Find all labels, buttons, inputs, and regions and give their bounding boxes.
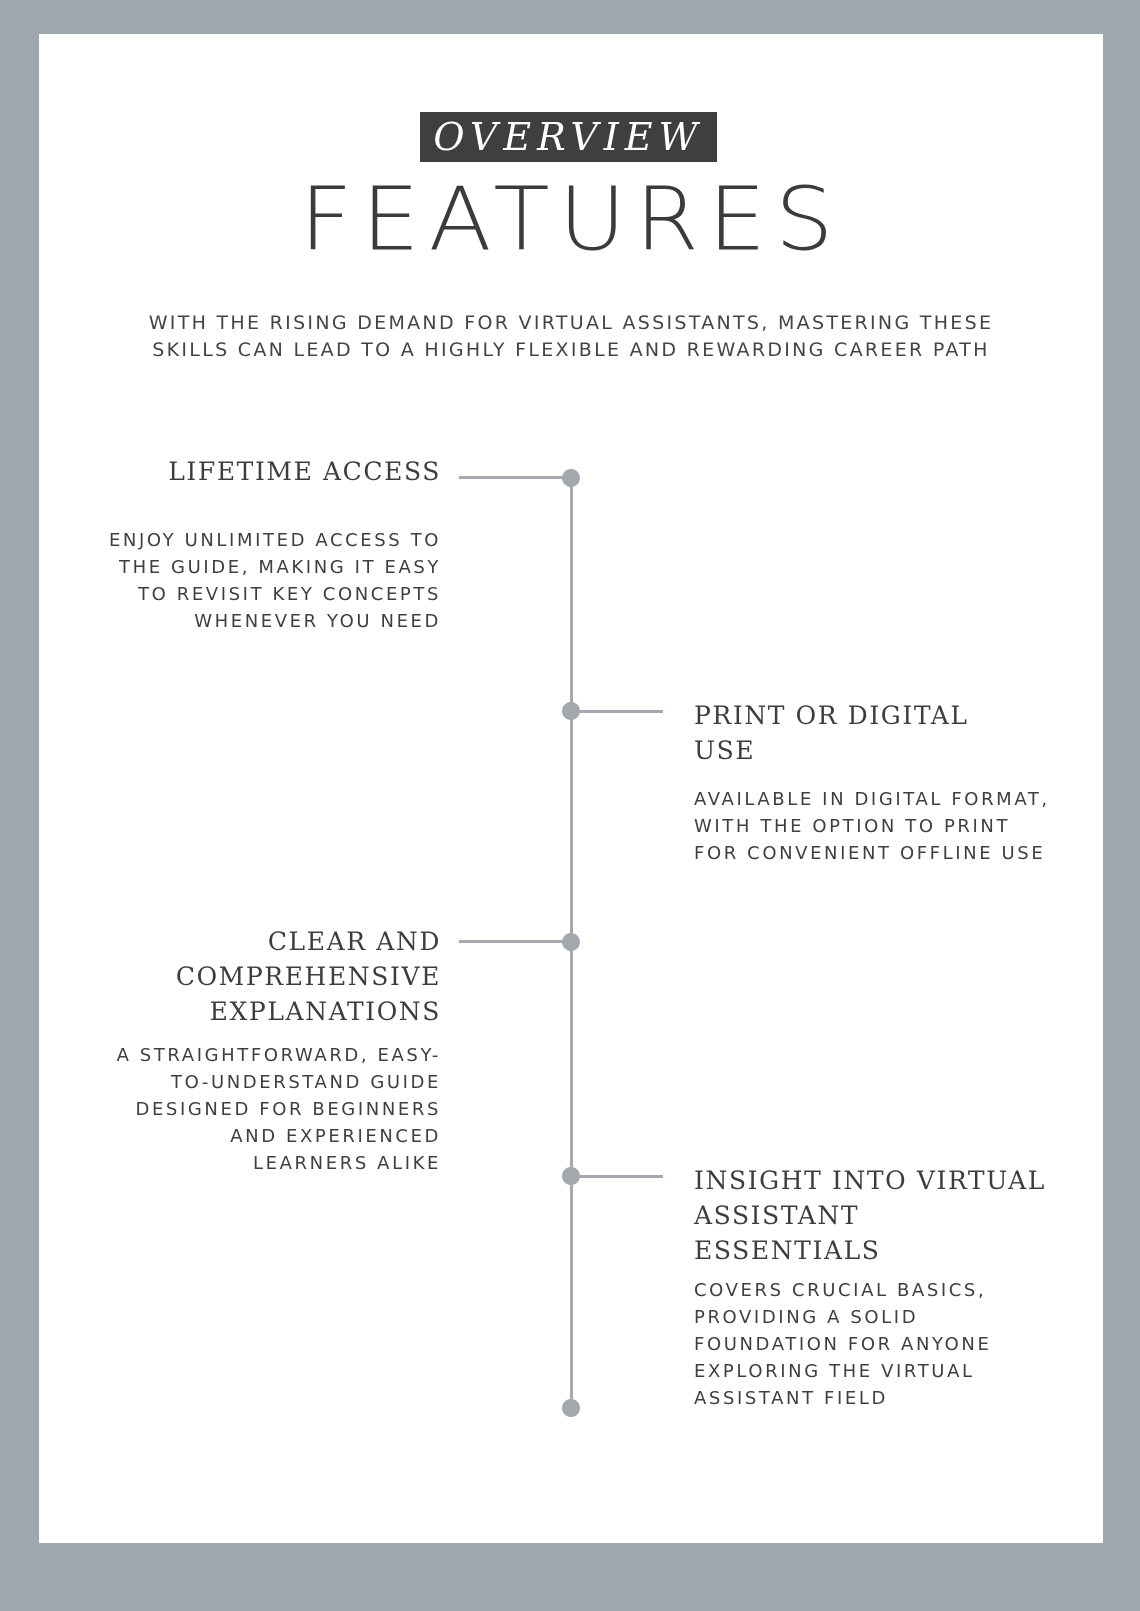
overview-label: OVERVIEW <box>420 112 717 162</box>
timeline-dot <box>562 469 580 487</box>
feature-title: CLEAR AND COMPREHENSIVE EXPLANATIONS <box>175 927 441 1026</box>
feature-description: COVERS CRUCIAL BASICS, PROVIDING A SOLID FOUNDATION FOR ANYONE EXPLORING THE VIRTUAL ASSISTANT FIELD <box>694 1280 992 1409</box>
feature-title: LIFETIME ACCESS <box>168 457 441 486</box>
feature-description: AVAILABLE IN DIGITAL FORMAT, WITH THE OPTION TO PRINT FOR CONVENIENT OFFLINE USE <box>694 789 1050 864</box>
timeline-connector <box>459 476 571 479</box>
timeline-dot <box>562 933 580 951</box>
timeline-end-dot <box>562 1399 580 1417</box>
page-title: FEATURES <box>299 168 843 271</box>
feature-title: INSIGHT INTO VIRTUAL ASSISTANT ESSENTIALS <box>694 1166 1046 1265</box>
intro-paragraph: WITH THE RISING DEMAND FOR VIRTUAL ASSISTANTS, MASTERING THESE SKILLS CAN LEAD TO A HIGHLY FLEXIBLE AND REWARDING CAREER PATH <box>148 312 994 361</box>
feature-description: ENJOY UNLIMITED ACCESS TO THE GUIDE, MAKING IT EASY TO REVISIT KEY CONCEPTS WHENEVER YOU NEED <box>108 530 441 632</box>
document-page <box>39 34 1103 1543</box>
timeline-connector <box>571 710 663 713</box>
feature-title: PRINT OR DIGITAL USE <box>694 701 969 765</box>
timeline-connector <box>571 1175 663 1178</box>
timeline-connector <box>459 940 571 943</box>
feature-description: A STRAIGHTFORWARD, EASY-TO-UNDERSTAND GUIDE DESIGNED FOR BEGINNERS AND EXPERIENCED LEARNERS ALIKE <box>116 1045 441 1174</box>
